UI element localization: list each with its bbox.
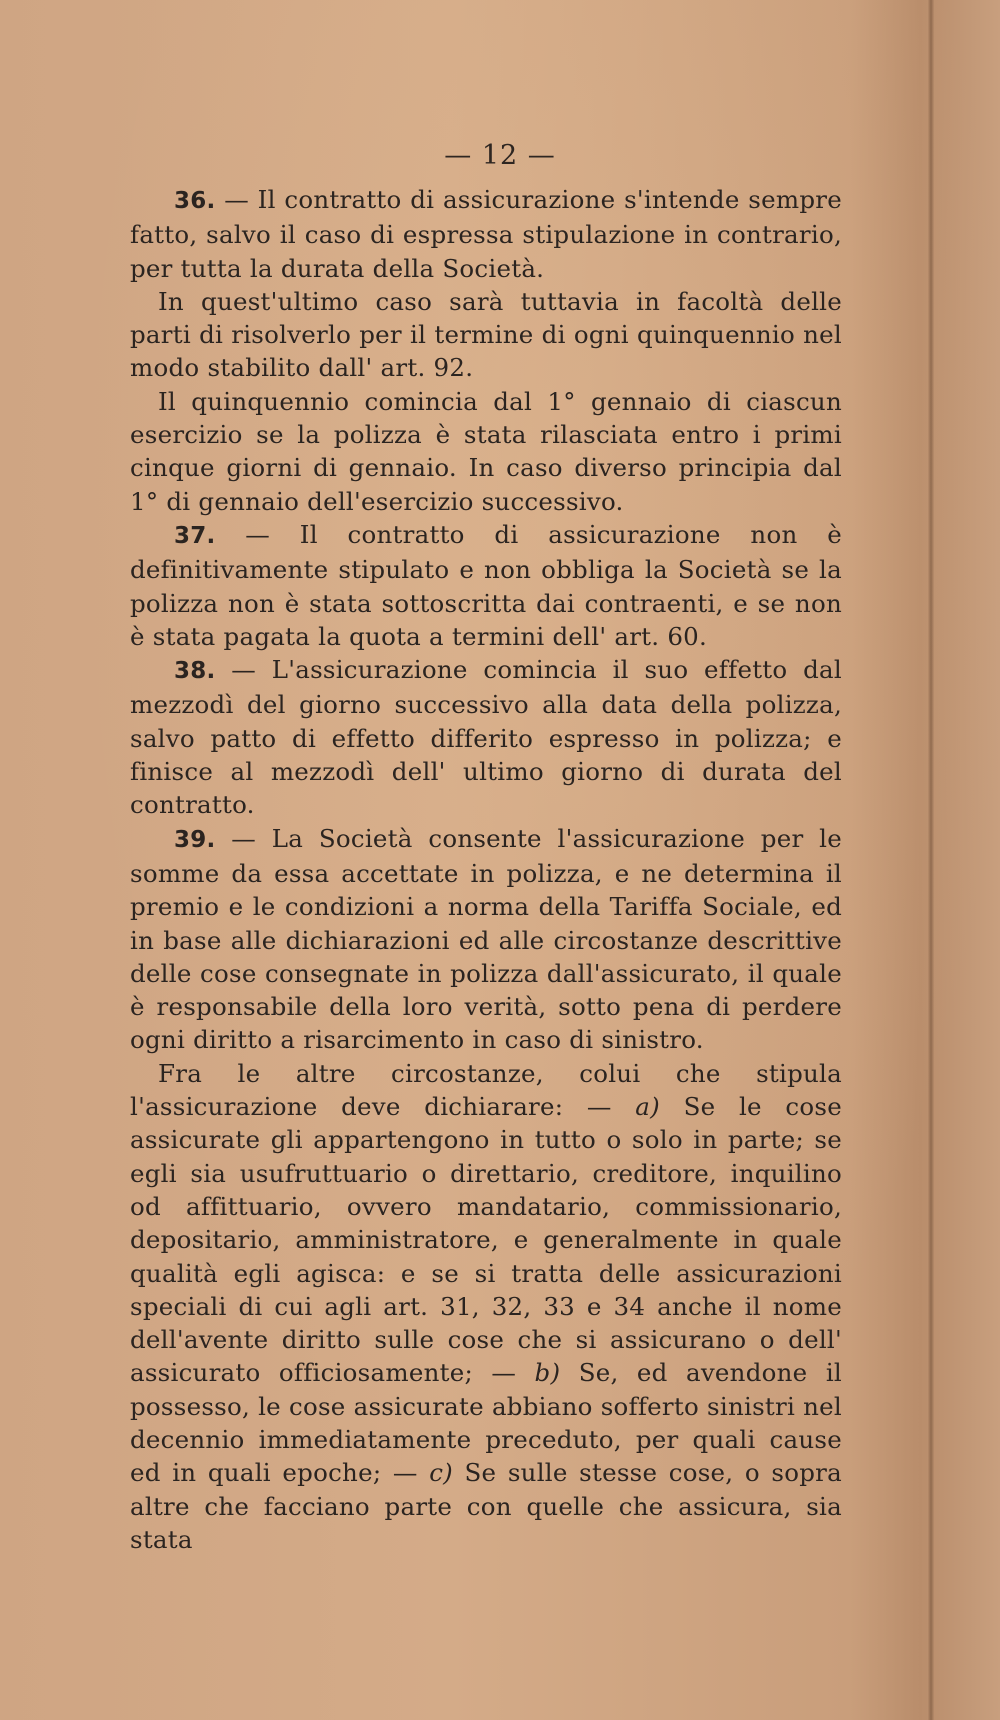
article-text: — Il contratto di assicurazione s'intende sempre fatto, salvo il caso di espressa stipulazione in contrario, per tutta la durata della Società. xyxy=(130,185,842,283)
article-number: 37. xyxy=(174,522,216,549)
article-36-paragraph-2: In quest'ultimo caso sarà tuttavia in facoltà delle parti di risolverlo per il termine di ogni quinquennio nel modo stabilito dall' art. 92. xyxy=(130,286,842,383)
item-c-text: Se sulle stesse cose, o sopra altre che facciano parte con quelle che assicura, sia stata xyxy=(130,1458,842,1554)
body-text xyxy=(130,183,842,1556)
article-number: 38. xyxy=(174,658,216,685)
article-text: — La Società consente l'assicurazione per le somme da essa accettate in polizza, e ne determina il premio e le condizioni a norma della Tariffa Sociale, ed in base alle dichiarazioni ed alle circostanze descrittive delle cose consegnate in polizza dall'assicurato, il quale è responsabile della loro verità, sotto pena di perdere ogni diritto a risarcimento in caso di sinistro. xyxy=(130,823,842,1055)
item-c-marker: c) xyxy=(429,1458,453,1488)
article-36-paragraph-3: Il quinquennio comincia dal 1° gennaio di ciascun esercizio se la polizza è stata rilasciata entro i primi cinque giorni di gennaio. In caso diverso principia dal 1° di gennaio dell'esercizio successivo. xyxy=(130,386,842,516)
item-b-marker: b) xyxy=(534,1358,561,1388)
item-a-text: Se le cose assicurate gli appartengono in tutto o solo in parte; se egli sia usufruttuario o direttario, creditore, inquilino od affittuario, ovvero mandatario, commissionario, depositario, amministratore, e generalmente in quale qualità egli agisca: e se si tratta delle assicurazioni speciali di cui agli art. 31, 32, 33 e 34 anche il nome dell'avente diritto sulle cose che si assicurano o dell' assicurato officiosamente; — xyxy=(130,1092,842,1388)
declaration-intro: Fra le altre circostanze, colui che stipula l'assicurazione deve dichiarare: — xyxy=(130,1058,842,1122)
article-37-paragraph xyxy=(130,518,842,653)
page-number: — 12 — xyxy=(444,140,556,171)
article-text: — Il contratto di assicurazione non è definitivamente stipulato e non obbliga la Società se la polizza non è stata sottoscritta dai contraenti, e se non è stata pagata la quota a termini dell' art. 60. xyxy=(130,519,842,651)
page-fold-shadow xyxy=(928,0,934,1720)
article-39-paragraph xyxy=(130,822,842,1057)
article-38-paragraph xyxy=(130,653,842,821)
article-number: 36. xyxy=(174,188,216,214)
article-36-paragraph-1 xyxy=(130,183,842,285)
item-b-text: Se, ed avendone il possesso, le cose assicurate abbiano sofferto sinistri nel decennio immediatamente preceduto, per quali cause ed in quali epoche; — xyxy=(130,1358,842,1488)
declaration-paragraph xyxy=(130,1057,842,1556)
item-a-marker: a) xyxy=(635,1092,660,1122)
article-number: 39. xyxy=(174,826,216,853)
article-text: — L'assicurazione comincia il suo effetto dal mezzodì del giorno successivo alla data della polizza, salvo patto di effetto differito espresso in polizza; e finisce al mezzodì dell' ultimo giorno di durata del contratto. xyxy=(130,655,842,820)
